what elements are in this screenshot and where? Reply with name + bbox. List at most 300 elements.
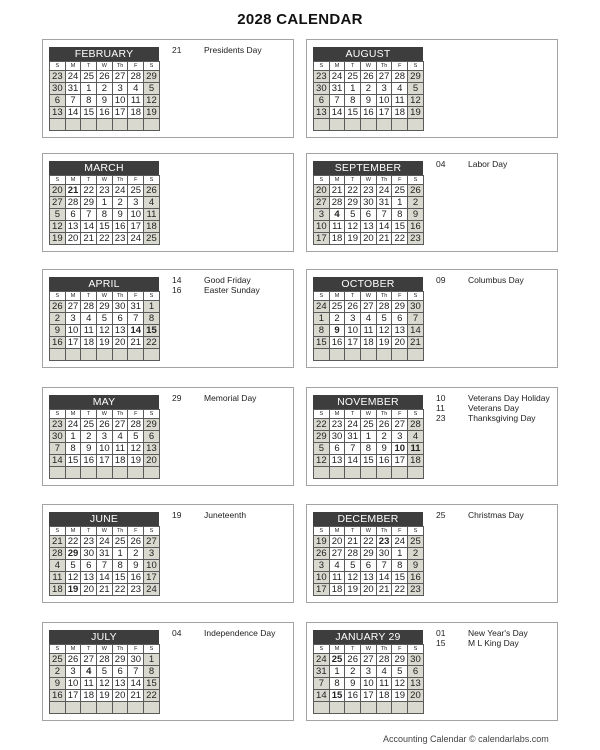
day-cell: 16 xyxy=(81,455,97,467)
day-cell: 27 xyxy=(144,536,160,548)
day-cell: 13 xyxy=(361,221,377,233)
holiday-name: Independence Day xyxy=(204,628,276,638)
day-cell: 8 xyxy=(361,443,377,455)
day-cell: 19 xyxy=(345,233,361,245)
week-row xyxy=(50,666,160,678)
day-cell: 26 xyxy=(128,536,144,548)
day-cell: 23 xyxy=(97,185,113,197)
month-grid xyxy=(49,409,160,479)
day-cell xyxy=(97,349,113,361)
week-row xyxy=(314,233,424,245)
day-cell: 17 xyxy=(314,233,330,245)
day-cell: 15 xyxy=(314,337,330,349)
day-cell: 20 xyxy=(361,233,377,245)
day-cell: 15 xyxy=(81,107,97,119)
weekday-row xyxy=(314,292,424,301)
holiday-item xyxy=(172,285,292,295)
day-cell: 23 xyxy=(361,185,377,197)
week-row xyxy=(50,119,160,131)
weekday-label: T xyxy=(345,527,361,536)
day-cell: 13 xyxy=(144,443,160,455)
day-cell: 17 xyxy=(376,107,392,119)
day-cell: 18 xyxy=(112,455,128,467)
day-cell: 20 xyxy=(112,690,128,702)
day-cell: 11 xyxy=(408,443,424,455)
mini-calendar xyxy=(313,161,423,245)
day-cell: 17 xyxy=(97,455,113,467)
day-cell: 24 xyxy=(112,185,128,197)
day-cell: 23 xyxy=(81,536,97,548)
day-cell xyxy=(50,349,66,361)
day-cell: 8 xyxy=(97,209,113,221)
day-cell: 6 xyxy=(81,560,97,572)
day-cell: 31 xyxy=(345,431,361,443)
day-cell: 26 xyxy=(97,71,113,83)
day-cell: 17 xyxy=(345,337,361,349)
day-cell: 6 xyxy=(392,313,408,325)
day-cell: 19 xyxy=(65,584,81,596)
weekday-label: S xyxy=(408,410,424,419)
week-row xyxy=(50,325,160,337)
mini-calendar xyxy=(313,47,423,131)
weekday-label: F xyxy=(392,292,408,301)
weekday-label: S xyxy=(144,645,160,654)
holiday-list xyxy=(436,393,556,423)
day-cell: 12 xyxy=(376,325,392,337)
day-cell: 29 xyxy=(112,654,128,666)
holiday-item xyxy=(436,638,556,648)
day-cell: 30 xyxy=(376,548,392,560)
month-grid xyxy=(49,644,160,714)
month-card xyxy=(306,153,558,252)
day-cell: 14 xyxy=(65,107,81,119)
day-cell: 13 xyxy=(314,107,330,119)
day-cell xyxy=(314,349,330,361)
day-cell: 3 xyxy=(112,83,128,95)
day-cell: 8 xyxy=(329,678,345,690)
week-row xyxy=(314,455,424,467)
day-cell: 14 xyxy=(314,690,330,702)
holiday-date: 21 xyxy=(172,45,182,55)
day-cell: 4 xyxy=(392,83,408,95)
mini-calendar xyxy=(313,630,423,714)
day-cell xyxy=(376,702,392,714)
month-grid xyxy=(313,644,424,714)
day-cell: 3 xyxy=(345,313,361,325)
day-cell xyxy=(392,702,408,714)
weekday-label: S xyxy=(314,645,330,654)
day-cell: 2 xyxy=(81,431,97,443)
day-cell: 1 xyxy=(112,548,128,560)
day-cell xyxy=(81,467,97,479)
mini-calendar xyxy=(49,512,159,596)
weekday-label: F xyxy=(392,527,408,536)
day-cell: 7 xyxy=(81,209,97,221)
day-cell: 16 xyxy=(112,221,128,233)
day-cell: 3 xyxy=(97,431,113,443)
day-cell xyxy=(97,119,113,131)
weekday-label: Th xyxy=(376,527,392,536)
day-cell xyxy=(128,119,144,131)
footer-credit: Accounting Calendar © calendarlabs.com xyxy=(383,734,549,744)
week-row xyxy=(314,666,424,678)
month-grid xyxy=(49,291,160,361)
day-cell: 18 xyxy=(144,221,160,233)
weekday-label: Th xyxy=(112,62,128,71)
day-cell xyxy=(81,702,97,714)
day-cell xyxy=(329,349,345,361)
day-cell xyxy=(50,467,66,479)
day-cell: 20 xyxy=(81,584,97,596)
day-cell: 18 xyxy=(81,337,97,349)
day-cell: 27 xyxy=(112,71,128,83)
day-cell xyxy=(144,702,160,714)
day-cell: 28 xyxy=(329,197,345,209)
holiday-date: 25 xyxy=(436,510,446,520)
day-cell: 2 xyxy=(376,431,392,443)
day-cell xyxy=(65,467,81,479)
day-cell: 10 xyxy=(112,95,128,107)
day-cell: 4 xyxy=(81,666,97,678)
day-cell: 19 xyxy=(50,233,66,245)
week-row xyxy=(314,119,424,131)
holiday-name: Memorial Day xyxy=(204,393,257,403)
weekday-label: F xyxy=(392,62,408,71)
day-cell: 16 xyxy=(345,690,361,702)
day-cell: 1 xyxy=(392,548,408,560)
holiday-date: 14 xyxy=(172,275,182,285)
month-header: MARCH xyxy=(49,161,159,175)
weekday-label: S xyxy=(50,292,66,301)
day-cell: 9 xyxy=(50,678,66,690)
weekday-label: S xyxy=(408,645,424,654)
day-cell: 2 xyxy=(345,666,361,678)
weekday-label: F xyxy=(128,292,144,301)
day-cell: 11 xyxy=(50,572,66,584)
day-cell: 22 xyxy=(345,185,361,197)
day-cell xyxy=(314,119,330,131)
day-cell: 15 xyxy=(345,107,361,119)
month-header: AUGUST xyxy=(313,47,423,61)
day-cell: 7 xyxy=(65,95,81,107)
day-cell: 15 xyxy=(65,455,81,467)
weekday-row xyxy=(50,62,160,71)
day-cell: 20 xyxy=(50,185,66,197)
weekday-label: T xyxy=(81,62,97,71)
day-cell: 12 xyxy=(50,221,66,233)
day-cell: 21 xyxy=(376,584,392,596)
day-cell: 29 xyxy=(392,301,408,313)
day-cell: 14 xyxy=(128,678,144,690)
weekday-label: W xyxy=(361,410,377,419)
day-cell: 20 xyxy=(65,233,81,245)
weekday-label: F xyxy=(128,645,144,654)
day-cell: 24 xyxy=(314,301,330,313)
day-cell xyxy=(65,119,81,131)
day-cell: 22 xyxy=(361,536,377,548)
weekday-row xyxy=(50,176,160,185)
week-row xyxy=(314,197,424,209)
weekday-label: S xyxy=(408,176,424,185)
day-cell: 27 xyxy=(50,197,66,209)
day-cell: 8 xyxy=(392,209,408,221)
day-cell: 6 xyxy=(408,666,424,678)
week-row xyxy=(314,107,424,119)
mini-calendar xyxy=(313,512,423,596)
day-cell: 20 xyxy=(329,536,345,548)
weekday-label: Th xyxy=(376,292,392,301)
day-cell xyxy=(112,119,128,131)
month-header: APRIL xyxy=(49,277,159,291)
day-cell: 19 xyxy=(97,690,113,702)
weekday-label: W xyxy=(97,62,113,71)
day-cell: 12 xyxy=(392,678,408,690)
day-cell: 2 xyxy=(50,313,66,325)
day-cell: 11 xyxy=(329,572,345,584)
week-row xyxy=(50,71,160,83)
month-card xyxy=(42,269,294,368)
day-cell: 29 xyxy=(408,71,424,83)
day-cell: 13 xyxy=(50,107,66,119)
day-cell: 15 xyxy=(361,455,377,467)
day-cell: 16 xyxy=(408,572,424,584)
day-cell: 20 xyxy=(408,690,424,702)
month-header: NOVEMBER xyxy=(313,395,423,409)
day-cell: 30 xyxy=(50,431,66,443)
day-cell: 2 xyxy=(361,83,377,95)
day-cell xyxy=(392,119,408,131)
day-cell: 21 xyxy=(376,233,392,245)
weekday-label: M xyxy=(65,410,81,419)
day-cell: 21 xyxy=(128,690,144,702)
day-cell: 29 xyxy=(144,71,160,83)
day-cell: 22 xyxy=(81,185,97,197)
day-cell: 25 xyxy=(361,419,377,431)
day-cell: 23 xyxy=(329,419,345,431)
day-cell: 30 xyxy=(112,301,128,313)
month-card xyxy=(306,269,558,368)
day-cell: 11 xyxy=(81,325,97,337)
month-grid xyxy=(313,61,424,131)
day-cell: 22 xyxy=(392,233,408,245)
day-cell xyxy=(97,702,113,714)
weekday-label: M xyxy=(65,292,81,301)
day-cell xyxy=(408,349,424,361)
weekday-row xyxy=(50,645,160,654)
week-row xyxy=(50,337,160,349)
week-row xyxy=(50,654,160,666)
weekday-label: T xyxy=(81,645,97,654)
weekday-label: M xyxy=(329,292,345,301)
day-cell: 24 xyxy=(97,536,113,548)
day-cell: 11 xyxy=(392,95,408,107)
weekday-label: Th xyxy=(376,176,392,185)
day-cell: 23 xyxy=(50,71,66,83)
day-cell: 11 xyxy=(81,678,97,690)
weekday-label: F xyxy=(128,62,144,71)
day-cell: 2 xyxy=(50,666,66,678)
day-cell: 14 xyxy=(345,455,361,467)
day-cell: 16 xyxy=(361,107,377,119)
day-cell: 10 xyxy=(65,678,81,690)
day-cell: 12 xyxy=(345,221,361,233)
day-cell: 8 xyxy=(81,95,97,107)
day-cell: 4 xyxy=(128,83,144,95)
weekday-label: F xyxy=(392,645,408,654)
day-cell: 8 xyxy=(345,95,361,107)
weekday-label: S xyxy=(314,176,330,185)
day-cell: 31 xyxy=(128,301,144,313)
day-cell: 4 xyxy=(112,431,128,443)
day-cell: 10 xyxy=(392,443,408,455)
week-row xyxy=(314,431,424,443)
week-row xyxy=(50,349,160,361)
day-cell xyxy=(81,349,97,361)
month-header: MAY xyxy=(49,395,159,409)
week-row xyxy=(314,83,424,95)
day-cell: 22 xyxy=(112,584,128,596)
day-cell: 29 xyxy=(314,431,330,443)
day-cell: 27 xyxy=(112,419,128,431)
day-cell: 18 xyxy=(128,107,144,119)
weekday-label: T xyxy=(345,176,361,185)
day-cell: 29 xyxy=(392,654,408,666)
day-cell: 5 xyxy=(97,666,113,678)
week-row xyxy=(314,349,424,361)
weekday-label: M xyxy=(65,645,81,654)
day-cell: 4 xyxy=(376,666,392,678)
day-cell: 24 xyxy=(128,233,144,245)
day-cell: 5 xyxy=(392,666,408,678)
day-cell: 27 xyxy=(376,71,392,83)
day-cell: 1 xyxy=(392,197,408,209)
day-cell: 3 xyxy=(144,548,160,560)
mini-calendar xyxy=(49,630,159,714)
holiday-date: 29 xyxy=(172,393,182,403)
day-cell xyxy=(392,349,408,361)
day-cell: 25 xyxy=(329,654,345,666)
day-cell: 12 xyxy=(97,325,113,337)
day-cell: 13 xyxy=(81,572,97,584)
weekday-label: Th xyxy=(112,527,128,536)
day-cell: 19 xyxy=(376,337,392,349)
day-cell: 13 xyxy=(65,221,81,233)
day-cell xyxy=(128,702,144,714)
week-row xyxy=(50,678,160,690)
week-row xyxy=(314,337,424,349)
day-cell xyxy=(345,349,361,361)
day-cell: 4 xyxy=(81,313,97,325)
week-row xyxy=(50,83,160,95)
day-cell: 7 xyxy=(345,443,361,455)
day-cell: 13 xyxy=(329,455,345,467)
day-cell: 6 xyxy=(361,209,377,221)
holiday-name: Juneteenth xyxy=(204,510,247,520)
day-cell xyxy=(361,467,377,479)
weekday-label: W xyxy=(361,62,377,71)
holiday-item xyxy=(172,45,292,55)
holiday-item xyxy=(436,393,556,403)
holiday-date: 16 xyxy=(172,285,182,295)
weekday-label: S xyxy=(408,292,424,301)
day-cell xyxy=(314,702,330,714)
day-cell xyxy=(144,119,160,131)
day-cell: 19 xyxy=(345,584,361,596)
day-cell: 7 xyxy=(314,678,330,690)
day-cell xyxy=(376,467,392,479)
holiday-list xyxy=(436,159,556,169)
weekday-label: Th xyxy=(112,410,128,419)
day-cell xyxy=(97,467,113,479)
weekday-label: F xyxy=(392,176,408,185)
holiday-date: 23 xyxy=(436,413,446,423)
day-cell: 30 xyxy=(361,197,377,209)
weekday-label: S xyxy=(50,527,66,536)
holiday-name: Easter Sunday xyxy=(204,285,260,295)
day-cell: 17 xyxy=(314,584,330,596)
mini-calendar xyxy=(49,161,159,245)
day-cell: 7 xyxy=(128,313,144,325)
day-cell: 9 xyxy=(329,325,345,337)
day-cell: 8 xyxy=(112,560,128,572)
day-cell: 11 xyxy=(112,443,128,455)
day-cell: 28 xyxy=(97,654,113,666)
holiday-name: M L King Day xyxy=(468,638,519,648)
day-cell: 16 xyxy=(128,572,144,584)
day-cell: 7 xyxy=(408,313,424,325)
weekday-row xyxy=(314,410,424,419)
weekday-label: W xyxy=(361,176,377,185)
day-cell xyxy=(65,702,81,714)
day-cell xyxy=(81,119,97,131)
mini-calendar xyxy=(49,277,159,361)
month-grid xyxy=(313,409,424,479)
day-cell: 25 xyxy=(50,654,66,666)
day-cell: 19 xyxy=(408,107,424,119)
mini-calendar xyxy=(313,395,423,479)
day-cell: 23 xyxy=(112,233,128,245)
week-row xyxy=(314,548,424,560)
week-row xyxy=(314,467,424,479)
day-cell: 9 xyxy=(81,443,97,455)
weekday-label: Th xyxy=(376,62,392,71)
day-cell: 5 xyxy=(345,560,361,572)
day-cell: 24 xyxy=(144,584,160,596)
day-cell: 14 xyxy=(97,572,113,584)
day-cell: 1 xyxy=(329,666,345,678)
month-grid xyxy=(49,61,160,131)
month-card xyxy=(42,39,294,138)
day-cell: 26 xyxy=(144,185,160,197)
month-header: JUNE xyxy=(49,512,159,526)
week-row xyxy=(50,443,160,455)
day-cell: 25 xyxy=(392,185,408,197)
day-cell xyxy=(50,702,66,714)
holiday-name: Christmas Day xyxy=(468,510,524,520)
weekday-row xyxy=(50,292,160,301)
week-row xyxy=(50,467,160,479)
day-cell: 16 xyxy=(50,337,66,349)
day-cell: 10 xyxy=(314,221,330,233)
weekday-label: F xyxy=(128,176,144,185)
day-cell: 6 xyxy=(314,95,330,107)
weekday-label: M xyxy=(329,645,345,654)
weekday-label: W xyxy=(361,292,377,301)
mini-calendar xyxy=(49,47,159,131)
holiday-item xyxy=(172,628,292,638)
day-cell: 5 xyxy=(50,209,66,221)
holiday-list xyxy=(436,510,556,520)
